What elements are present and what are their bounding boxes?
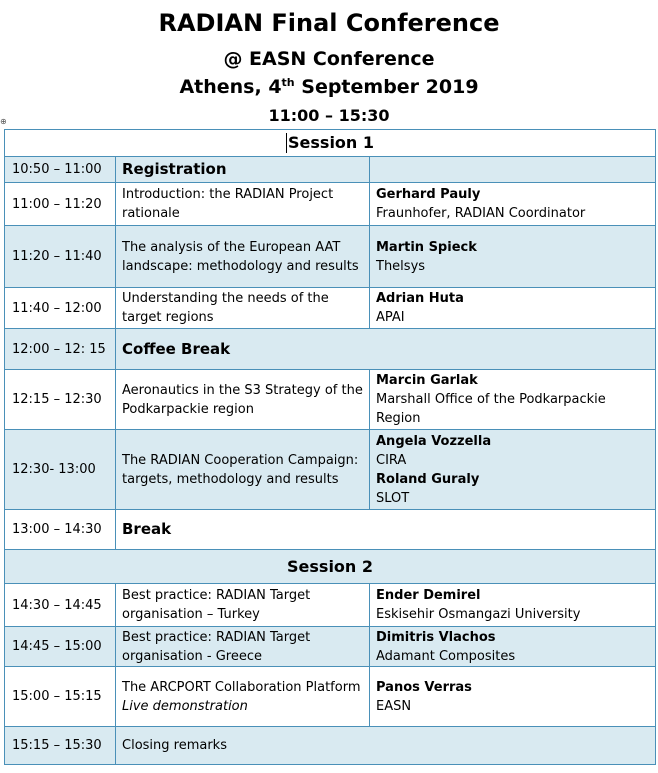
session-1-header [5, 130, 656, 157]
row-speaker [370, 183, 656, 226]
row-topic: Best practice: RADIAN Target organisation – Turkey [116, 584, 370, 627]
row-time: 14:45 – 15:00 [5, 627, 116, 667]
speaker-name: Panos Verras [376, 679, 472, 695]
speaker-affiliation: Fraunhofer, RADIAN Coordinator [376, 206, 586, 221]
row-speaker [370, 370, 656, 430]
row-time: 12:30- 13:00 [5, 430, 116, 510]
topic-note: Live demonstration [122, 698, 248, 714]
session-2-header: Session 2 [5, 550, 656, 584]
row-topic: Aeronautics in the S3 Strategy of the Podkarpackie region [116, 370, 370, 430]
agenda-row [5, 329, 656, 370]
session-1-row [5, 130, 656, 157]
row-topic: Best practice: RADIAN Target organisation - Greece [116, 627, 370, 667]
row-speaker [370, 584, 656, 627]
row-time: 11:40 – 12:00 [5, 288, 116, 329]
speaker-name: Ender Demirel [376, 588, 481, 603]
row-time: 14:30 – 14:45 [5, 584, 116, 627]
speaker-affiliation: EASN [376, 698, 412, 714]
conference-title: RADIAN Final Conference [158, 9, 500, 37]
row-time: 13:00 – 14:30 [5, 510, 116, 550]
row-time: 15:00 – 15:15 [5, 667, 116, 727]
conference-time: 11:00 – 15:30 [268, 106, 390, 125]
agenda-row [5, 370, 656, 430]
agenda-row [5, 183, 656, 226]
table-anchor-icon[interactable]: ⊕ [0, 117, 7, 126]
row-title: Registration [116, 157, 370, 183]
conference-subtitle: @ EASN Conference [223, 48, 435, 70]
speaker-name: Martin Spieck [376, 239, 477, 255]
row-speaker [370, 627, 656, 667]
conference-date [0, 76, 658, 98]
text-cursor [286, 133, 287, 153]
speaker-name: Dimitris Vlachos [376, 629, 496, 645]
row-time: 11:00 – 11:20 [5, 183, 116, 226]
row-title: Break [116, 510, 656, 550]
date-prefix: Athens, 4 [179, 76, 282, 98]
agenda-row [5, 157, 656, 183]
agenda-row [5, 667, 656, 727]
session-1-label: Session 1 [288, 132, 375, 152]
speaker-name: Adrian Huta [376, 291, 464, 306]
row-topic: The analysis of the European AAT landscape: methodology and results [116, 226, 370, 288]
session-2-row [5, 550, 656, 584]
row-topic: Closing remarks [116, 727, 656, 765]
date-ordinal: th [281, 76, 295, 89]
row-time: 12:15 – 12:30 [5, 370, 116, 430]
agenda-row [5, 288, 656, 329]
row-time: 11:20 – 11:40 [5, 226, 116, 288]
agenda-row [5, 510, 656, 550]
agenda-row [5, 226, 656, 288]
agenda-row [5, 584, 656, 627]
row-speaker [370, 667, 656, 727]
agenda-row [5, 430, 656, 510]
row-speaker-empty [370, 157, 656, 183]
speaker-name-2: Roland Guraly [376, 471, 480, 487]
row-time: 10:50 – 11:00 [5, 157, 116, 183]
speaker-affiliation: Adamant Composites [376, 648, 516, 664]
row-time: 15:15 – 15:30 [5, 727, 116, 765]
agenda-row [5, 727, 656, 765]
speaker-affiliation: Eskisehir Osmangazi University [376, 607, 581, 622]
speaker-name: Angela Vozzella [376, 433, 492, 449]
row-topic: Understanding the needs of the target regions [116, 288, 370, 329]
row-speaker [370, 288, 656, 329]
row-title: Coffee Break [116, 329, 656, 370]
speaker-name: Marcin Garlak [376, 373, 478, 388]
speaker-affiliation: Thelsys [376, 258, 426, 274]
topic-text: The ARCPORT Collaboration Platform [122, 679, 361, 695]
speaker-name: Gerhard Pauly [376, 187, 481, 202]
row-topic: The RADIAN Cooperation Campaign: targets, methodology and results [116, 430, 370, 510]
row-time: 12:00 – 12: 15 [5, 329, 116, 370]
speaker-affiliation: Marshall Office of the Podkarpackie Region [376, 392, 606, 426]
row-topic [116, 667, 370, 727]
speaker-affiliation: APAI [376, 310, 405, 325]
agenda-table [4, 129, 656, 765]
date-suffix: September 2019 [294, 76, 479, 98]
row-speaker [370, 226, 656, 288]
row-topic: Introduction: the RADIAN Project rationale [116, 183, 370, 226]
speaker-affiliation-2: SLOT [376, 490, 410, 506]
speaker-affiliation: CIRA [376, 452, 407, 468]
row-speaker [370, 430, 656, 510]
agenda-row [5, 627, 656, 667]
